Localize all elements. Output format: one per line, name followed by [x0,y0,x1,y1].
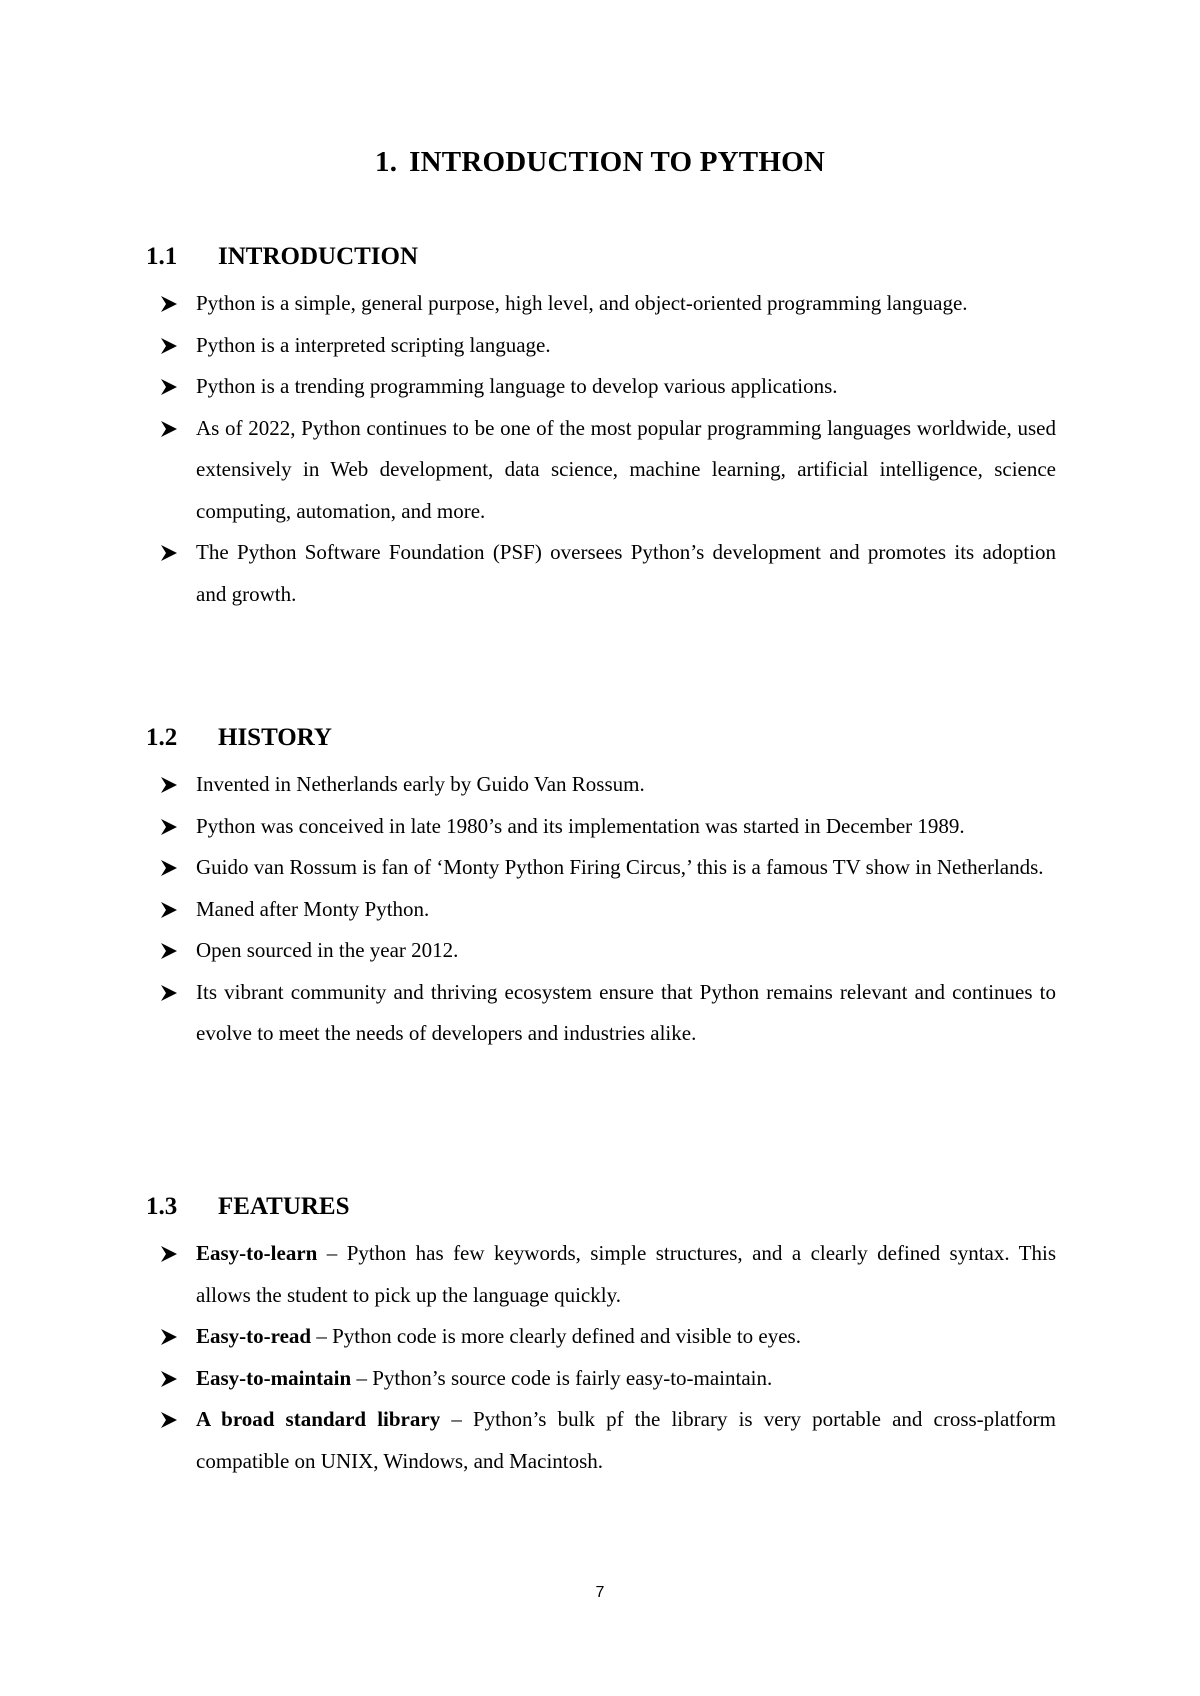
chapter-number: 1. [375,146,398,178]
feature-term: Easy-to-maintain [196,1365,352,1390]
arrowhead-bullet-icon [160,984,178,1002]
page-number: 7 [595,1584,605,1601]
bullet-list [146,764,1056,1055]
bullet-list [146,283,1056,615]
arrowhead-bullet-icon [160,1411,178,1429]
section-number: 1.3 [146,1193,178,1220]
arrowhead-bullet-icon [160,544,178,562]
section-heading [146,237,1056,277]
arrowhead-bullet-icon [160,378,178,396]
arrowhead-bullet-icon [160,901,178,919]
list-item-text: As of 2022, Python continues to be one of the most popular programming languages worldwide, used extensively in Web development, data science, machine learning, artificial intelligence, science computing, automation, and more. [196,415,1056,523]
list-item-text: – Python’s source code is fairly easy-to-maintain. [351,1365,773,1390]
list-item-text: Maned after Monty Python. [196,896,430,921]
list-item [146,972,1056,1055]
list-item-text: Python is a interpreted scripting language. [196,332,551,357]
bullet-list [146,1233,1056,1482]
list-item-text: Guido van Rossum is fan of ‘Monty Python Firing Circus,’ this is a famous TV show in Netherlands. [196,855,1044,879]
list-item [146,930,1056,972]
section-features [146,1187,1056,1482]
list-item [146,889,1056,931]
section-number: 1.2 [146,724,178,751]
list-item-text: Open sourced in the year 2012. [196,938,459,962]
list-item [146,408,1056,533]
feature-term: Easy-to-learn [196,1241,318,1265]
list-item-text: Invented in Netherlands early by Guido Van Rossum. [196,772,645,796]
arrowhead-bullet-icon [160,1370,178,1388]
list-item [146,283,1056,325]
arrowhead-bullet-icon [160,942,178,960]
list-item [146,847,1056,889]
section-number: 1.1 [146,243,178,270]
list-item-text: Python is a trending programming language to develop various applications. [196,374,838,398]
list-item [146,806,1056,848]
list-item [146,532,1056,615]
list-item [146,1358,1056,1400]
list-item [146,366,1056,408]
arrowhead-bullet-icon [160,295,178,313]
chapter-title-text: INTRODUCTION TO PYTHON [409,146,825,178]
list-item-text: Python is a simple, general purpose, high level, and object-oriented programming language. [196,291,968,315]
section-heading [146,1187,1056,1227]
section-history [146,718,1056,1055]
arrowhead-bullet-icon [160,859,178,877]
feature-term: Easy-to-read [196,1324,312,1348]
section-title: FEATURES [218,1193,350,1220]
section-title: HISTORY [218,724,332,751]
arrowhead-bullet-icon [160,1328,178,1346]
section-introduction [146,237,1056,615]
list-item [146,1399,1056,1482]
list-item-text: Python was conceived in late 1980’s and its implementation was started in December 1989. [196,813,965,838]
list-item-text: – Python code is more clearly defined and visible to eyes. [311,1324,801,1348]
arrowhead-bullet-icon [160,818,178,836]
arrowhead-bullet-icon [160,1245,178,1263]
list-item [146,1316,1056,1358]
arrowhead-bullet-icon [160,420,178,438]
list-item [146,764,1056,806]
arrowhead-bullet-icon [160,337,178,355]
list-item [146,325,1056,367]
section-title: INTRODUCTION [218,243,419,270]
chapter-title [0,146,1200,179]
list-item-text: The Python Software Foundation (PSF) oversees Python’s development and promotes its adoption and growth. [196,540,1056,606]
list-item-text: – Python has few keywords, simple structures, and a clearly defined syntax. This allows the student to pick up the language quickly. [196,1241,1056,1307]
arrowhead-bullet-icon [160,776,178,794]
section-heading [146,718,1056,758]
feature-term: A broad standard library [196,1407,441,1431]
list-item-text: Its vibrant community and thriving ecosystem ensure that Python remains relevant and continues to evolve to meet the needs of developers and industries alike. [196,979,1056,1045]
list-item-text: – Python’s bulk pf the library is very portable and cross-platform compatible on UNIX, Windows, and Macintosh. [196,1407,1056,1473]
list-item [146,1233,1056,1316]
